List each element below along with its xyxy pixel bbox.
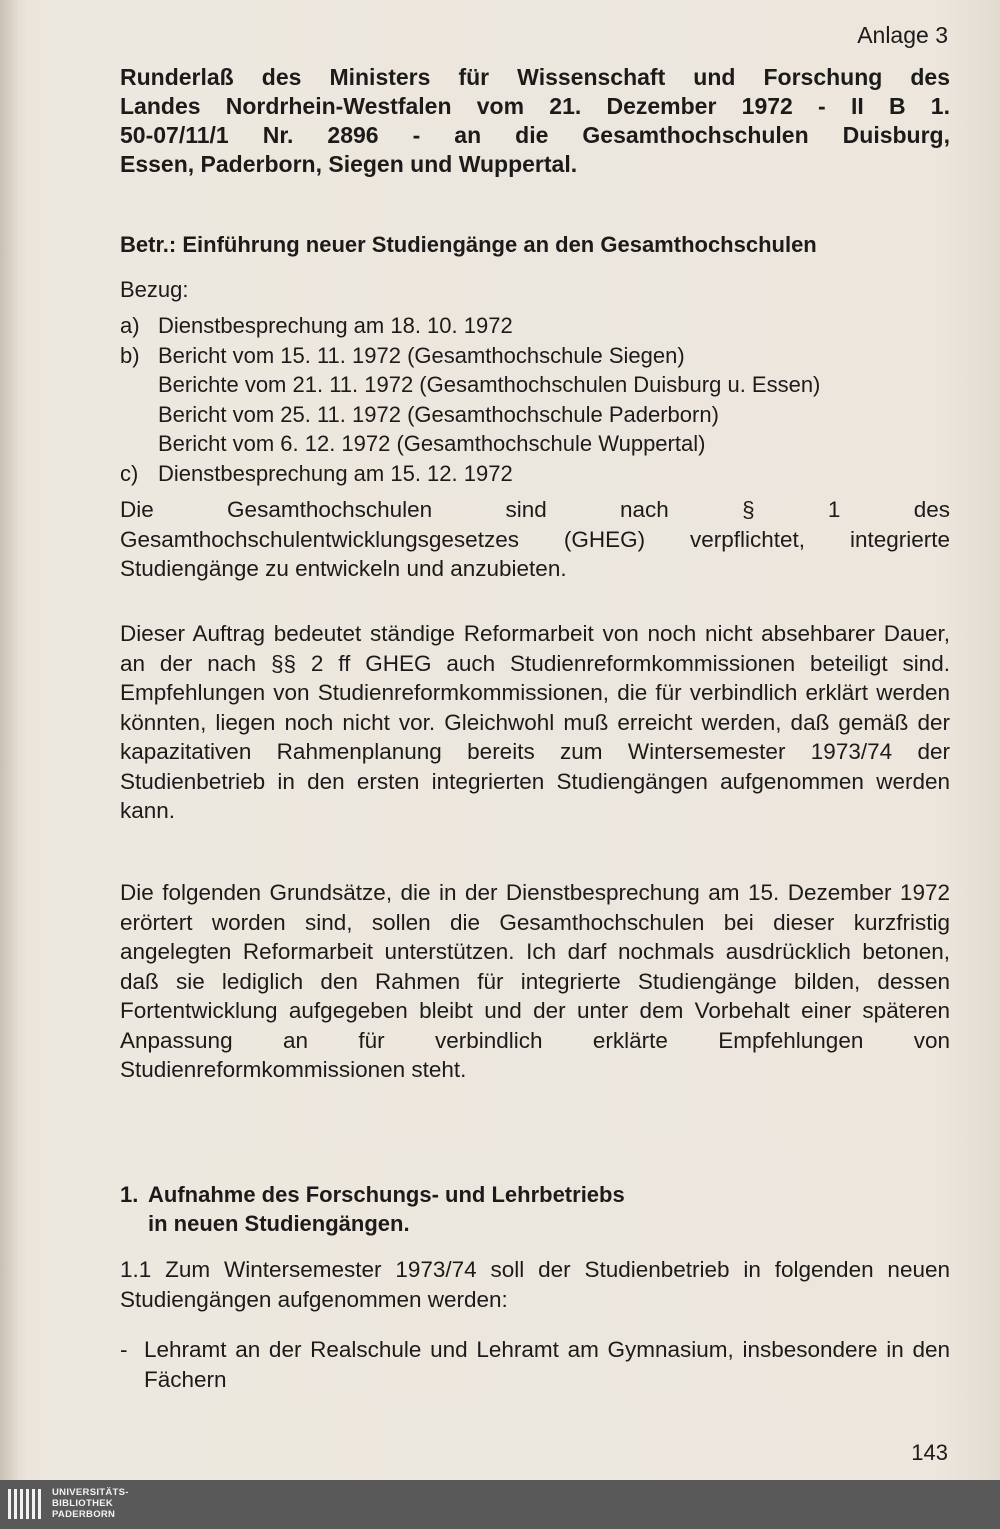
decree-header (120, 63, 950, 179)
subject-line: Betr.: Einführung neuer Studiengänge an den Gesamthochschulen (120, 232, 817, 257)
reference-key: c) (120, 460, 139, 486)
bullet-dash: - (120, 1337, 128, 1362)
list-item-text: Lehramt an der Realschule und Lehramt am Gymnasium, insbesondere in den Fächern (144, 1337, 950, 1392)
reference-item (120, 370, 990, 400)
library-name-line: UNIVERSITÄTS- (52, 1487, 129, 1498)
reference-item (120, 341, 990, 371)
decree-header-line: Landes Nordrhein-Westfalen vom 21. Dezember 1972 - II B 1. (120, 93, 950, 119)
reference-key: b) (120, 342, 140, 368)
reference-text: Dienstbesprechung am 15. 12. 1972 (158, 460, 513, 486)
reference-label: Bezug: (120, 277, 189, 302)
reference-key (120, 429, 158, 459)
reference-list (120, 311, 990, 488)
body-paragraph: Die folgenden Grundsätze, die in der Dienstbesprechung am 15. Dezember 1972 erörtert worden sind, sollen die Gesamthochschulen bei dieser kurzfristig angelegten Reformarbeit unterstützen. Ich darf nochmals ausdrücklich betonen, daß sie lediglich den Rahmen für integrierte Studiengänge bilden, dessen Fortentwicklung aufgegeben bleibt und der unter dem Vorbehalt einer späteren Anpassung an für verbindlich erklärte Empfehlungen von Studienreformkommissionen steht. (120, 880, 950, 1082)
reference-text: Dienstbesprechung am 18. 10. 1972 (158, 313, 513, 338)
library-name-line: PADERBORN (52, 1509, 116, 1520)
section-heading (120, 1180, 950, 1238)
reference-key (120, 370, 158, 400)
reference-item (120, 311, 990, 341)
page-number: 143 (911, 1440, 948, 1465)
reference-key (120, 400, 158, 430)
reference-item (120, 459, 990, 489)
section-number: 1. (120, 1182, 139, 1207)
subsection-paragraph: 1.1 Zum Wintersemester 1973/74 soll der Studienbetrieb in folgenden neuen Studiengängen aufgenommen werden: (120, 1257, 950, 1312)
library-name-line: BIBLIOTHEK (52, 1498, 114, 1509)
library-logo-icon (6, 1487, 44, 1523)
reference-item (120, 400, 990, 430)
reference-text: Bericht vom 25. 11. 1972 (Gesamthochschule Paderborn) (158, 401, 719, 427)
library-name (52, 1487, 129, 1520)
annex-label: Anlage 3 (857, 22, 948, 48)
reference-key: a) (120, 313, 140, 338)
decree-header-line: Essen, Paderborn, Siegen und Wuppertal. (120, 151, 578, 177)
section-title-line: Aufnahme des Forschungs- und Lehrbetriebs (148, 1182, 625, 1207)
decree-header-line: Runderlaß des Ministers für Wissenschaft und Forschung des (120, 64, 950, 90)
decree-header-line: 50-07/11/1 Nr. 2896 - an die Gesamthochschulen Duisburg, (120, 122, 950, 148)
section-title-line: in neuen Studiengängen. (148, 1211, 410, 1236)
book-spine-shadow (0, 0, 18, 1480)
reference-text: Bericht vom 6. 12. 1972 (Gesamthochschule Wuppertal) (158, 431, 706, 456)
library-footer-bar (0, 1480, 1000, 1529)
reference-item (120, 429, 990, 459)
reference-text: Berichte vom 21. 11. 1972 (Gesamthochschulen Duisburg u. Essen) (158, 372, 821, 397)
reference-text: Bericht vom 15. 11. 1972 (Gesamthochschule Siegen) (158, 342, 685, 368)
body-paragraph: Die Gesamthochschulen sind nach § 1 des Gesamthochschulentwicklungsgesetzes (GHEG) verpflichtet, integrierte Studiengänge zu entwickeln und anzubieten. (120, 497, 950, 581)
list-item (120, 1335, 950, 1395)
body-paragraph: Dieser Auftrag bedeutet ständige Reformarbeit von noch nicht absehbarer Dauer, an der nach §§ 2 ff GHEG auch Studienreformkommissionen beteiligt sind. Empfehlungen von Studienreformkommissionen, die für verbindlich erklärt werden könnten, liegen noch nicht vor. Gleichwohl muß erreicht werden, daß gemäß der kapazitativen Rahmenplanung bereits zum Wintersemester 1973/74 der Studienbetrieb in den ersten integrierten Studiengängen aufgenommen werden kann. (120, 621, 950, 823)
